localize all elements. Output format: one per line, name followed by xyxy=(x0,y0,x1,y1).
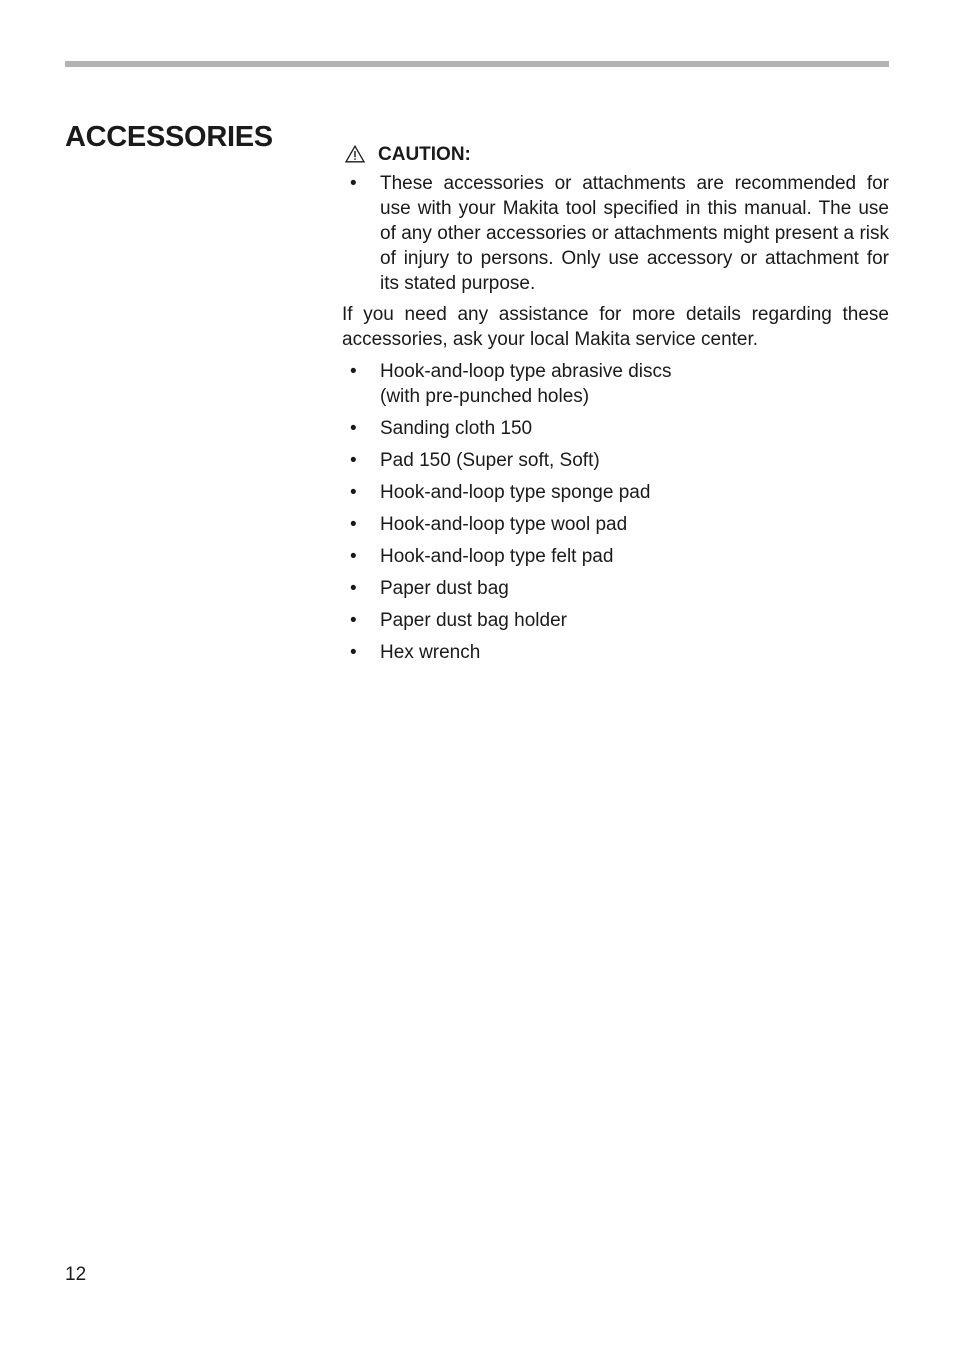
list-item xyxy=(342,512,889,537)
accessories-list xyxy=(342,359,889,665)
list-item-text: Paper dust bag xyxy=(380,578,509,599)
list-item-text: Paper dust bag holder xyxy=(380,610,567,631)
top-rule xyxy=(65,61,889,67)
list-item-text: Hook-and-loop type wool pad xyxy=(380,514,628,535)
caution-heading xyxy=(342,141,889,167)
list-item xyxy=(342,359,889,409)
content-column xyxy=(342,141,889,672)
caution-list xyxy=(342,171,889,296)
list-item xyxy=(342,640,889,665)
list-item xyxy=(342,544,889,569)
list-item xyxy=(342,448,889,473)
intro-paragraph: If you need any assistance for more details regarding these accessories, ask your local Makita service center. xyxy=(342,304,889,350)
caution-item xyxy=(342,171,889,296)
list-item xyxy=(342,416,889,441)
section-title: ACCESSORIES xyxy=(65,121,273,153)
bullet: • xyxy=(350,514,357,535)
bullet: • xyxy=(350,482,357,503)
bullet: • xyxy=(350,610,357,631)
bullet: • xyxy=(350,546,357,567)
list-item-text: Hook-and-loop type felt pad xyxy=(380,546,614,567)
list-item-text: Hook-and-loop type sponge pad xyxy=(380,482,651,503)
caution-label: CAUTION: xyxy=(378,143,471,165)
bullet: • xyxy=(350,450,357,471)
warning-triangle-icon xyxy=(345,145,365,163)
list-item-text: Hex wrench xyxy=(380,642,481,663)
list-item xyxy=(342,608,889,633)
list-item-text: Pad 150 (Super soft, Soft) xyxy=(380,450,600,471)
list-item xyxy=(342,576,889,601)
bullet: • xyxy=(350,173,357,194)
list-item xyxy=(342,480,889,505)
list-item-text: Sanding cloth 150 xyxy=(380,418,533,439)
bullet: • xyxy=(350,361,357,382)
page-number: 12 xyxy=(65,1264,87,1285)
list-item-text: Hook-and-loop type abrasive discs xyxy=(380,361,672,382)
bullet: • xyxy=(350,578,357,599)
bullet: • xyxy=(350,642,357,663)
list-item-subtext: (with pre-punched holes) xyxy=(380,386,590,407)
bullet: • xyxy=(350,418,357,439)
caution-text: These accessories or attachments are recommended for use with your Makita tool specified in this manual. The use of any other accessories or attachments might present a risk of injury to persons. Only use accessory or attachment for its stated purpose. xyxy=(380,173,889,294)
